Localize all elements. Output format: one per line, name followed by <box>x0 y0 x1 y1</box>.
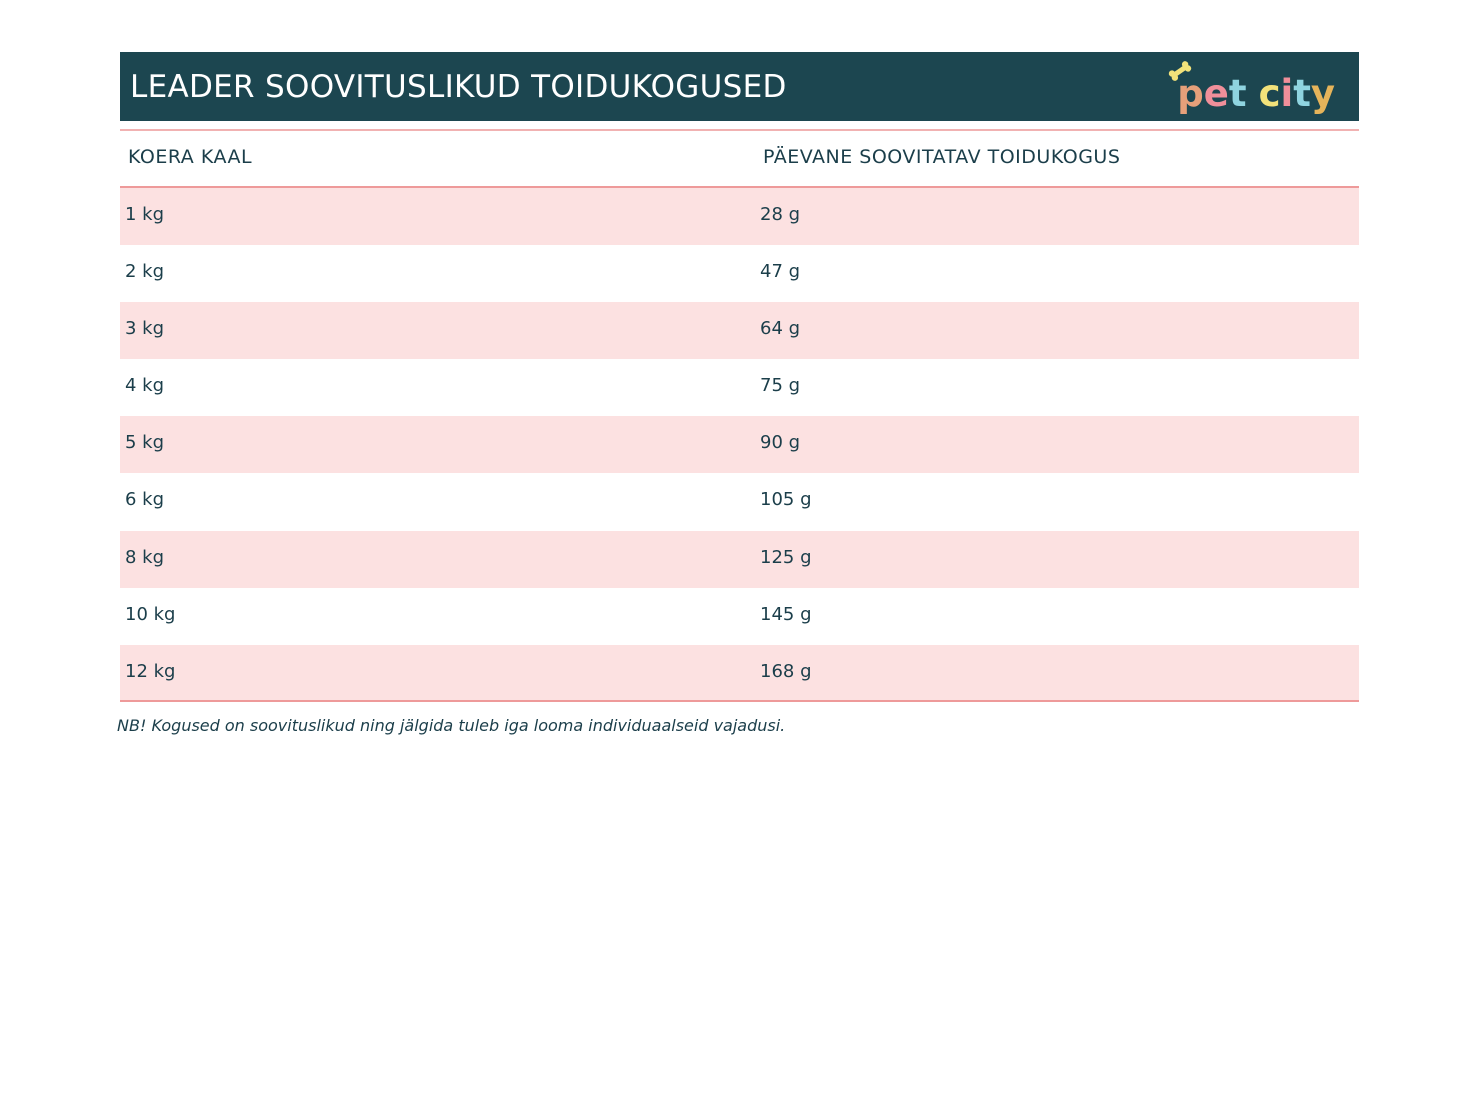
weight-cell: 6 kg <box>125 489 165 511</box>
logo-letter: p <box>1177 72 1204 115</box>
bone-icon <box>1165 60 1195 82</box>
weight-cell: 5 kg <box>125 432 165 454</box>
weight-cell: 2 kg <box>125 261 165 283</box>
table-row <box>120 416 1359 473</box>
amount-cell: 28 g <box>760 204 801 225</box>
table-row <box>120 645 1359 702</box>
pet-city-logo <box>1177 60 1335 115</box>
column-header-amount: PÄEVANE SOOVITATAV TOIDUKOGUS <box>763 146 1121 168</box>
logo-letter: t <box>1293 72 1311 115</box>
weight-cell: 3 kg <box>125 318 165 340</box>
top-divider <box>120 129 1359 131</box>
logo-letter: c <box>1258 72 1281 115</box>
table-row <box>120 588 1359 645</box>
page-title: LEADER SOOVITUSLIKUD TOIDUKOGUSED <box>130 69 787 105</box>
table-row <box>120 245 1359 302</box>
column-header-weight: KOERA KAAL <box>128 146 253 168</box>
weight-cell: 8 kg <box>125 546 165 568</box>
amount-cell: 47 g <box>760 261 801 283</box>
amount-cell: 145 g <box>760 603 812 625</box>
logo-letter: y <box>1310 72 1335 115</box>
weight-cell: 4 kg <box>125 375 165 397</box>
table-row <box>120 188 1359 245</box>
amount-cell: 90 g <box>760 432 801 454</box>
logo-letter: t <box>1228 72 1247 115</box>
amount-cell: 105 g <box>760 489 812 511</box>
table-row <box>120 359 1359 416</box>
logo-wordmark <box>1177 72 1335 115</box>
weight-cell: 1 kg <box>125 204 165 225</box>
footnote: NB! Kogused on soovituslikud ning jälgida tuleb iga looma individuaalseid vajadusi. <box>117 716 786 735</box>
weight-cell: 10 kg <box>125 603 176 625</box>
amount-cell: 125 g <box>760 546 812 568</box>
amount-cell: 168 g <box>760 660 812 682</box>
feeding-table <box>120 188 1359 702</box>
logo-letter: e <box>1203 72 1229 115</box>
logo-letter: i <box>1280 72 1294 115</box>
amount-cell: 64 g <box>760 318 801 340</box>
amount-cell: 75 g <box>760 375 801 397</box>
table-row <box>120 302 1359 359</box>
header-banner <box>120 52 1359 121</box>
bottom-divider <box>120 700 1359 702</box>
table-row <box>120 473 1359 530</box>
table-row <box>120 531 1359 588</box>
weight-cell: 12 kg <box>125 660 176 682</box>
